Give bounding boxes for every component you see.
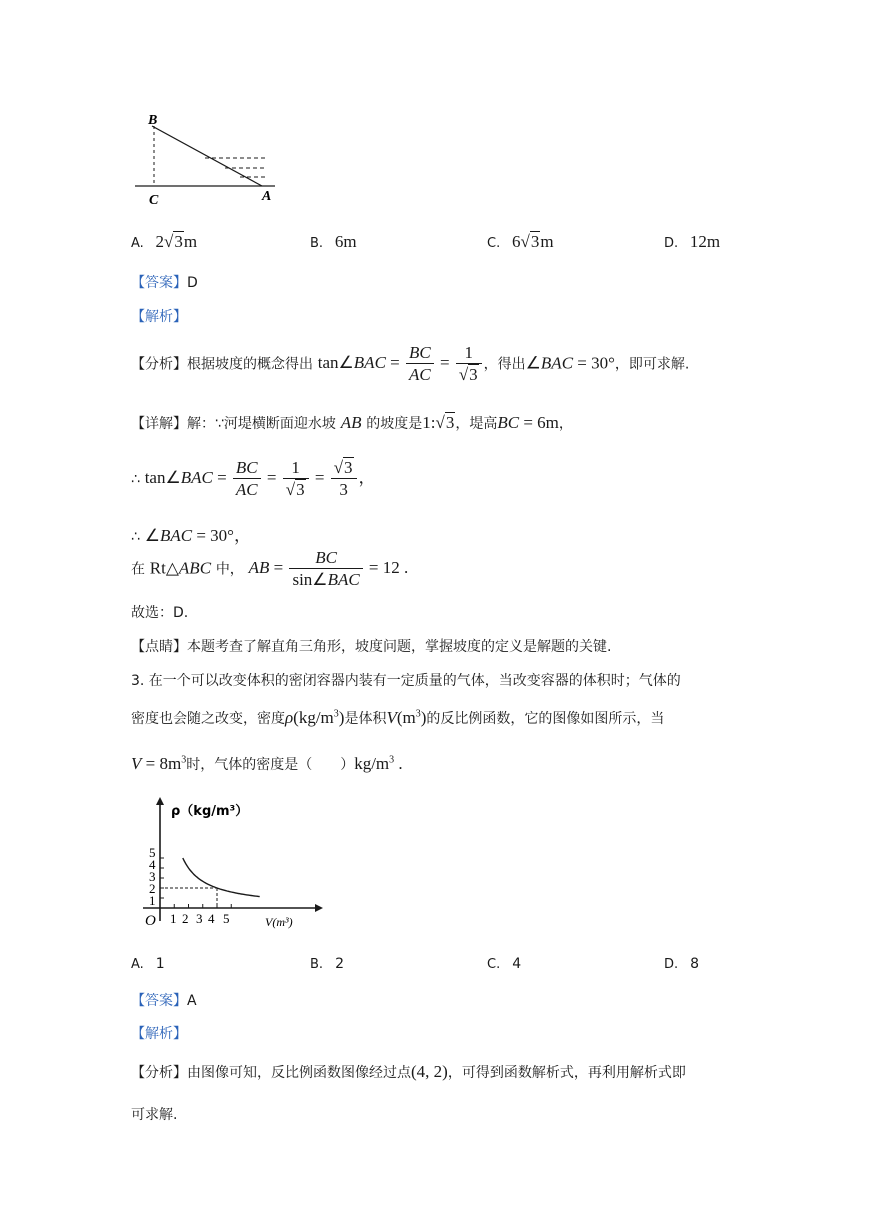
- q3-line2: 密度也会随之改变，密度$\rho(kg/m^3)$是体积$V(m^3)$的反比例函数，它的图像如图所示，当: [131, 708, 665, 727]
- x-axis-label: V(m³): [265, 915, 293, 929]
- x-tick-1: 1: [170, 911, 177, 926]
- q3-option-d: D. 8: [664, 956, 700, 972]
- q2-guxuan: 故选：D.: [131, 605, 189, 621]
- y-axis-label: ρ（kg/m³）: [171, 804, 249, 819]
- q2-answer: 【答案】D: [131, 275, 198, 291]
- q2-dianjing: 【点睛】本题考查了解直角三角形，坡度问题，掌握坡度的定义是解题的关键.: [131, 639, 612, 655]
- slope-figure: [130, 108, 280, 208]
- q2-rt-line: 在 Rt△ABC 中， AB = $\frac{BC}{\text{sin∠BAC}}$ = 12 .: [131, 548, 409, 589]
- q3-line1: 3. 在一个可以改变体积的密闭容器内装有一定质量的气体，当改变容器的体积时；气体的: [131, 673, 681, 689]
- label-a: A: [262, 189, 272, 204]
- x-tick-4: 4: [208, 911, 215, 926]
- x-axis-arrow: [315, 904, 323, 912]
- y-tick-2: 2: [149, 881, 156, 896]
- label-b: B: [148, 113, 158, 128]
- q3-fenxi-cont: 可求解.: [131, 1107, 178, 1123]
- q2-fenxi-line: 【分析】根据坡度的概念得出 tan∠BAC = $\frac{BC}{AC}$ = $\frac{1}{√3}$ ，得出∠BAC = 30°，即可求解.: [131, 343, 690, 384]
- origin-label: O: [145, 913, 156, 929]
- density-chart: [135, 795, 325, 935]
- y-axis-arrow: [156, 797, 164, 805]
- q3-line3: $V = 8m^3$时，气体的密度是（ ）$kg/m^3$ .: [131, 754, 403, 773]
- density-curve: [183, 858, 260, 897]
- q2-angle-line: ∴ ∠BAC = 30°，: [131, 526, 251, 545]
- q3-option-c: C. 4: [487, 956, 522, 972]
- x-tick-3: 3: [196, 911, 203, 926]
- q2-option-b: B. 6m: [310, 232, 357, 251]
- q2-tan-line: ∴ tan∠BAC = $\frac{BC}{AC}$ = $\frac{1}{√3}$ = $\frac{√3}{3}$ ，: [131, 458, 376, 499]
- q3-option-a: A. 1: [131, 956, 165, 972]
- x-tick-5: 5: [223, 911, 230, 926]
- q2-option-d: D. 12m: [664, 232, 721, 251]
- q2-analysis-tag: 【解析】: [131, 309, 187, 325]
- label-c: C: [149, 193, 159, 208]
- q2-option-c: C. 6√3m: [487, 232, 554, 251]
- q2-xiangjie-line: 【详解】解：∵河堤横断面迎水坡 AB 的坡度是1:√3，堤高BC = 6m，: [131, 413, 573, 432]
- y-tick-1: 1: [149, 893, 156, 908]
- q3-option-b: B. 2: [310, 956, 344, 972]
- q2-option-a: A. 2√3m: [131, 232, 198, 251]
- q3-answer: 【答案】A: [131, 993, 197, 1009]
- y-tick-3: 3: [149, 869, 156, 884]
- y-tick-5: 5: [149, 845, 156, 860]
- q3-analysis-tag: 【解析】: [131, 1026, 187, 1042]
- y-tick-4: 4: [149, 857, 156, 872]
- q3-fenxi-line: 【分析】由图像可知，反比例函数图像经过点(4, 2)，可得到函数解析式，再利用解析式即: [131, 1062, 686, 1081]
- x-tick-2: 2: [182, 911, 189, 926]
